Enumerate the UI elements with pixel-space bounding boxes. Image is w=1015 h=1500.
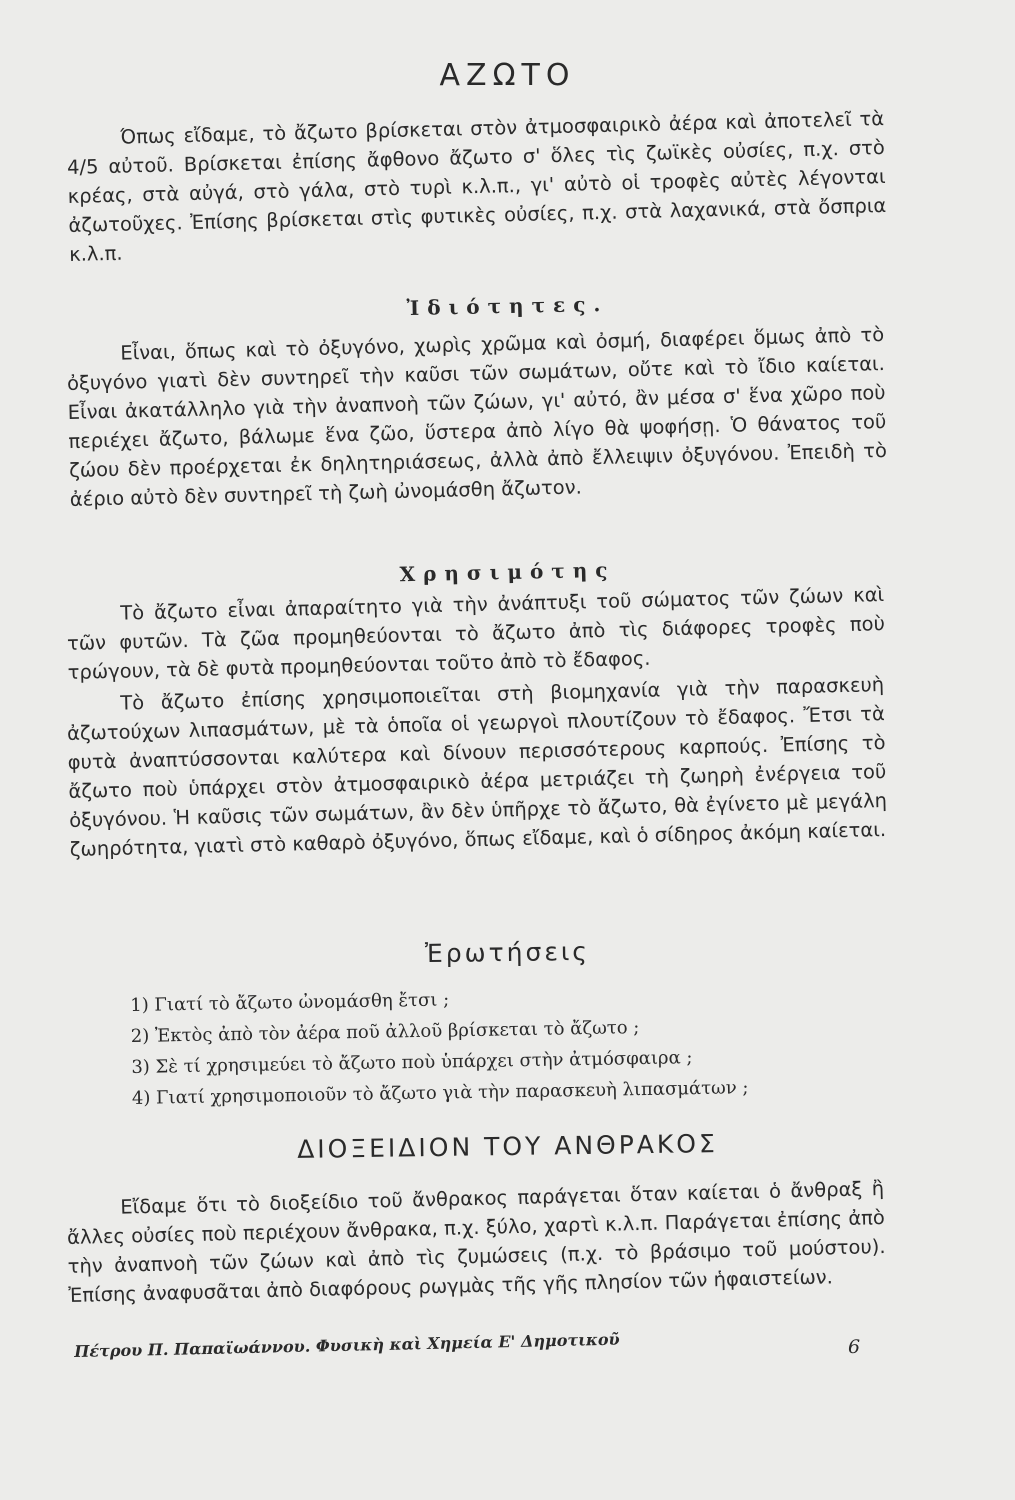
book-footer: Πέτρου Π. Παπαϊωάννου. Φυσικὴ καὶ Χημεία Ε' Δημοτικοῦ (74, 1329, 620, 1361)
chapter-title-nitrogen: ΑΖΩΤΟ (439, 58, 576, 93)
properties-paragraph: Εἶναι, ὅπως καὶ τὸ ὀξυγόνο, χωρὶς χρῶμα καὶ ὀσμή, διαφέρει ὅμως ἀπὸ τὸ ὀξυγόνο γιατὶ δὲν συντηρεῖ τὴν καῦσι τῶν σωμάτων, οὔτε καὶ τὸ ἴδιο καίεται. Εἶναι ἀκατάλληλο γιὰ τὴν ἀναπνοὴ τῶν ζώων, γι' αὐτό, ἂν μέσα σ' ἕνα χῶρο ποὺ περιέχει ἄζωτο, βάλωμε ἕνα ζῶο, ὕστερα ἀπὸ λίγο θὰ ψοφήσῃ. Ὁ θάνατος τοῦ ζώου δὲν προέρχεται ἐκ δηλητηριάσεως, ἀλλὰ ἀπὸ ἔλλειψιν ὀξυγόνου. Ἐπειδὴ τὸ ἀέριο αὐτὸ δὲν συντηρεῖ τὴ ζωὴ ὠνομάσθη ἄζωτον. (66, 323, 888, 511)
intro-paragraph: Όπως εἴδαμε, τὸ ἄζωτο βρίσκεται στὸν ἀτμοσφαιρικὸ ἀέρα καὶ ἀποτελεῖ τὰ 4/5 αὐτοῦ. Βρίσκεται ἐπίσης ἄφθονο ἄζωτο σ' ὅλες τὶς ζωϊκὲς οὐσίες, π.χ. στὸ κρέας, στὰ αὐγά, στὸ γάλα, στὸ τυρὶ κ.λ.π., γι' αὐτὸ οἱ τροφὲς αὐτὲς λέγονται ἀζωτοῦχες. Ἐπίσης βρίσκεται στὶς φυτικὲς οὐσίες, π.χ. στὰ λαχανικά, στὰ ὄσπρια κ.λ.π. (66, 107, 887, 266)
questions-heading: Ἐρωτήσεις (424, 936, 591, 969)
co2-section-title: ΔΙΟΞΕΙΔΙΟΝ ΤΟΥ ΑΝΘΡΑΚΟΣ (297, 1129, 718, 1164)
co2-paragraph: Εἴδαμε ὅτι τὸ διοξείδιο τοῦ ἄνθρακος παράγεται ὅταν καίεται ὁ ἄνθραξ ἢ ἄλλες οὐσίες ποὺ περιέχουν ἄνθρακα, π.χ. ξύλο, χαρτὶ κ.λ.π. Παράγεται ἐπίσης ἀπὸ τὴν ἀναπνοὴ τῶν ζώων καὶ ἀπὸ τὶς ζυμώσεις (π.χ. τὸ βράσιμο τοῦ μούστου). Ἐπίσης ἀναφυσᾶται ἀπὸ διαφόρους ρωγμὰς τῆς γῆς πλησίον τῶν ἡφαιστείων. (66, 1177, 886, 1307)
questions-list (130, 978, 832, 1114)
question-item: 3) Σὲ τί χρησιμεύει τὸ ἄζωτο ποὺ ὑπάρχει στὴν ἀτμόσφαιρα ; (131, 1047, 693, 1078)
properties-heading: Ἰδιότητες. (406, 291, 609, 321)
usefulness-heading: Χρησιμότης (399, 557, 616, 587)
usefulness-paragraph-2: Τὸ ἄζωτο ἐπίσης χρησιμοποιεῖται στὴ βιομηχανία γιὰ τὴν παρασκευὴ ἀζωτούχων λιπασμάτων, μὲ τὰ ὁποῖα οἱ γεωργοὶ πλουτίζουν τὸ ἔδαφος. Ἔτσι τὰ φυτὰ ἀναπτύσσονται καλύτερα καὶ δίνουν περισσότερους καρπούς. Ἐπίσης τὸ ἄζωτο ποὺ ὑπάρχει στὸν ἀτμοσφαιρικὸ ἀέρα μετριάζει τὴ ζωηρὴ ἐνέργεια τοῦ ὀξυγόνου. Ἡ καῦσις τῶν σωμάτων, ἂν δὲν ὑπῆρχε τὸ ἄζωτο, θὰ ἐγίνετο μὲ μεγάλη ζωηρότητα, γιατὶ στὸ καθαρὸ ὀξυγόνο, ὅπως εἴδαμε, καὶ ὁ σίδηρος ἀκόμη καίεται. (66, 673, 888, 861)
question-item: 1) Γιατί τὸ ἄζωτο ὠνομάσθη ἔτσι ; (130, 989, 450, 1016)
question-item: 4) Γιατί χρησιμοποιοῦν τὸ ἄζωτο γιὰ τὴν παρασκευὴ λιπασμάτων ; (131, 1077, 749, 1109)
page-number: 6 (848, 1336, 861, 1358)
usefulness-paragraph-1: Τὸ ἄζωτο εἶναι ἀπαραίτητο γιὰ τὴν ἀνάπτυξι τοῦ σώματος τῶν ζώων καὶ τῶν φυτῶν. Τὰ ζῶα προμηθεύονται τὸ ἄζωτο ἀπὸ τὶς διάφορες τροφὲς ποὺ τρώγουν, τὰ δὲ φυτὰ προμηθεύονται τοῦτο ἀπὸ τὸ ἔδαφος. (66, 583, 886, 684)
question-item: 2) Ἐκτὸς ἀπὸ τὸν ἀέρα ποῦ ἀλλοῦ βρίσκεται τὸ ἄζωτο ; (130, 1017, 640, 1047)
